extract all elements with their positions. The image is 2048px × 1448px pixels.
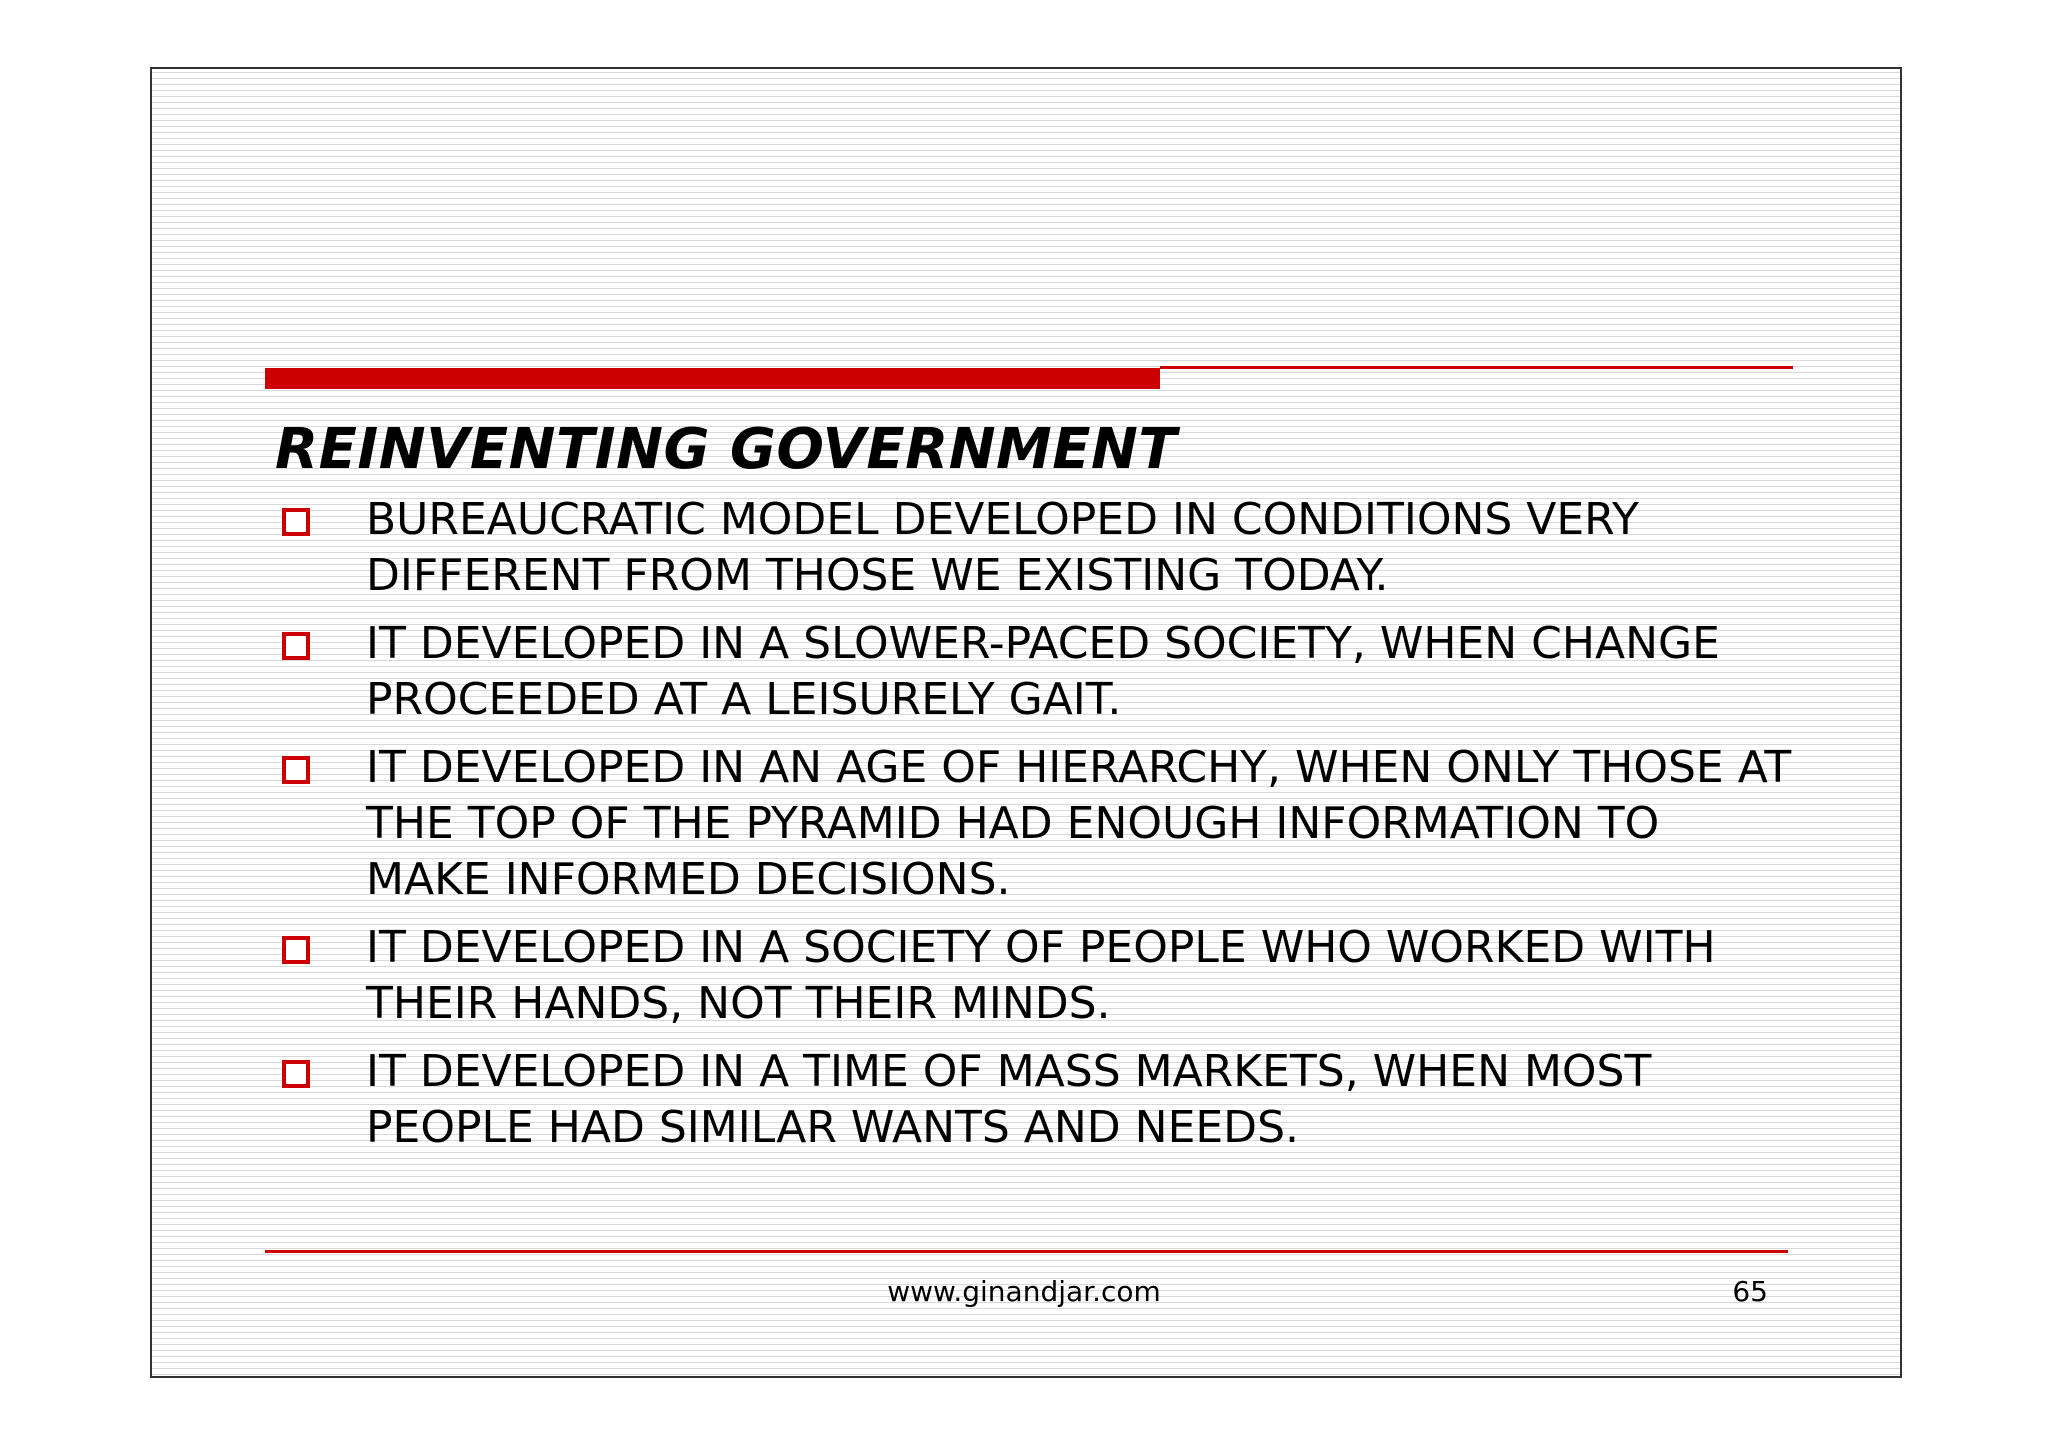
hollow-square-bullet-icon — [282, 756, 310, 784]
bullet-item — [278, 492, 1798, 604]
bullet-item — [278, 1044, 1798, 1156]
bullet-text: BUREAUCRATIC MODEL DEVELOPED IN CONDITIONS VERY DIFFERENT FROM THOSE WE EXISTING TODAY. — [366, 494, 1639, 601]
bullet-list — [278, 492, 1798, 1168]
page-number: 65 — [1732, 1275, 1768, 1308]
hollow-square-bullet-icon — [282, 632, 310, 660]
bullet-item — [278, 740, 1798, 908]
hollow-square-bullet-icon — [282, 508, 310, 536]
bullet-item — [278, 920, 1798, 1032]
title-accent-bar — [265, 368, 1160, 389]
bullet-text: IT DEVELOPED IN A TIME OF MASS MARKETS, WHEN MOST PEOPLE HAD SIMILAR WANTS AND NEEDS. — [366, 1046, 1652, 1153]
hollow-square-bullet-icon — [282, 936, 310, 964]
slide-title: REINVENTING GOVERNMENT — [275, 417, 1178, 482]
bullet-text: IT DEVELOPED IN A SOCIETY OF PEOPLE WHO WORKED WITH THEIR HANDS, NOT THEIR MINDS. — [366, 922, 1716, 1029]
bullet-text: IT DEVELOPED IN AN AGE OF HIERARCHY, WHEN ONLY THOSE AT THE TOP OF THE PYRAMID HAD ENOUGH INFORMATION TO MAKE INFORMED DECISIONS. — [366, 742, 1792, 905]
bullet-text: IT DEVELOPED IN A SLOWER-PACED SOCIETY, WHEN CHANGE PROCEEDED AT A LEISURELY GAIT. — [366, 618, 1720, 725]
hollow-square-bullet-icon — [282, 1060, 310, 1088]
title-accent-line — [1160, 366, 1793, 369]
bullet-item — [278, 616, 1798, 728]
footer-divider — [265, 1250, 1788, 1253]
footer-url-text: www.ginandjar.com — [887, 1275, 1161, 1308]
